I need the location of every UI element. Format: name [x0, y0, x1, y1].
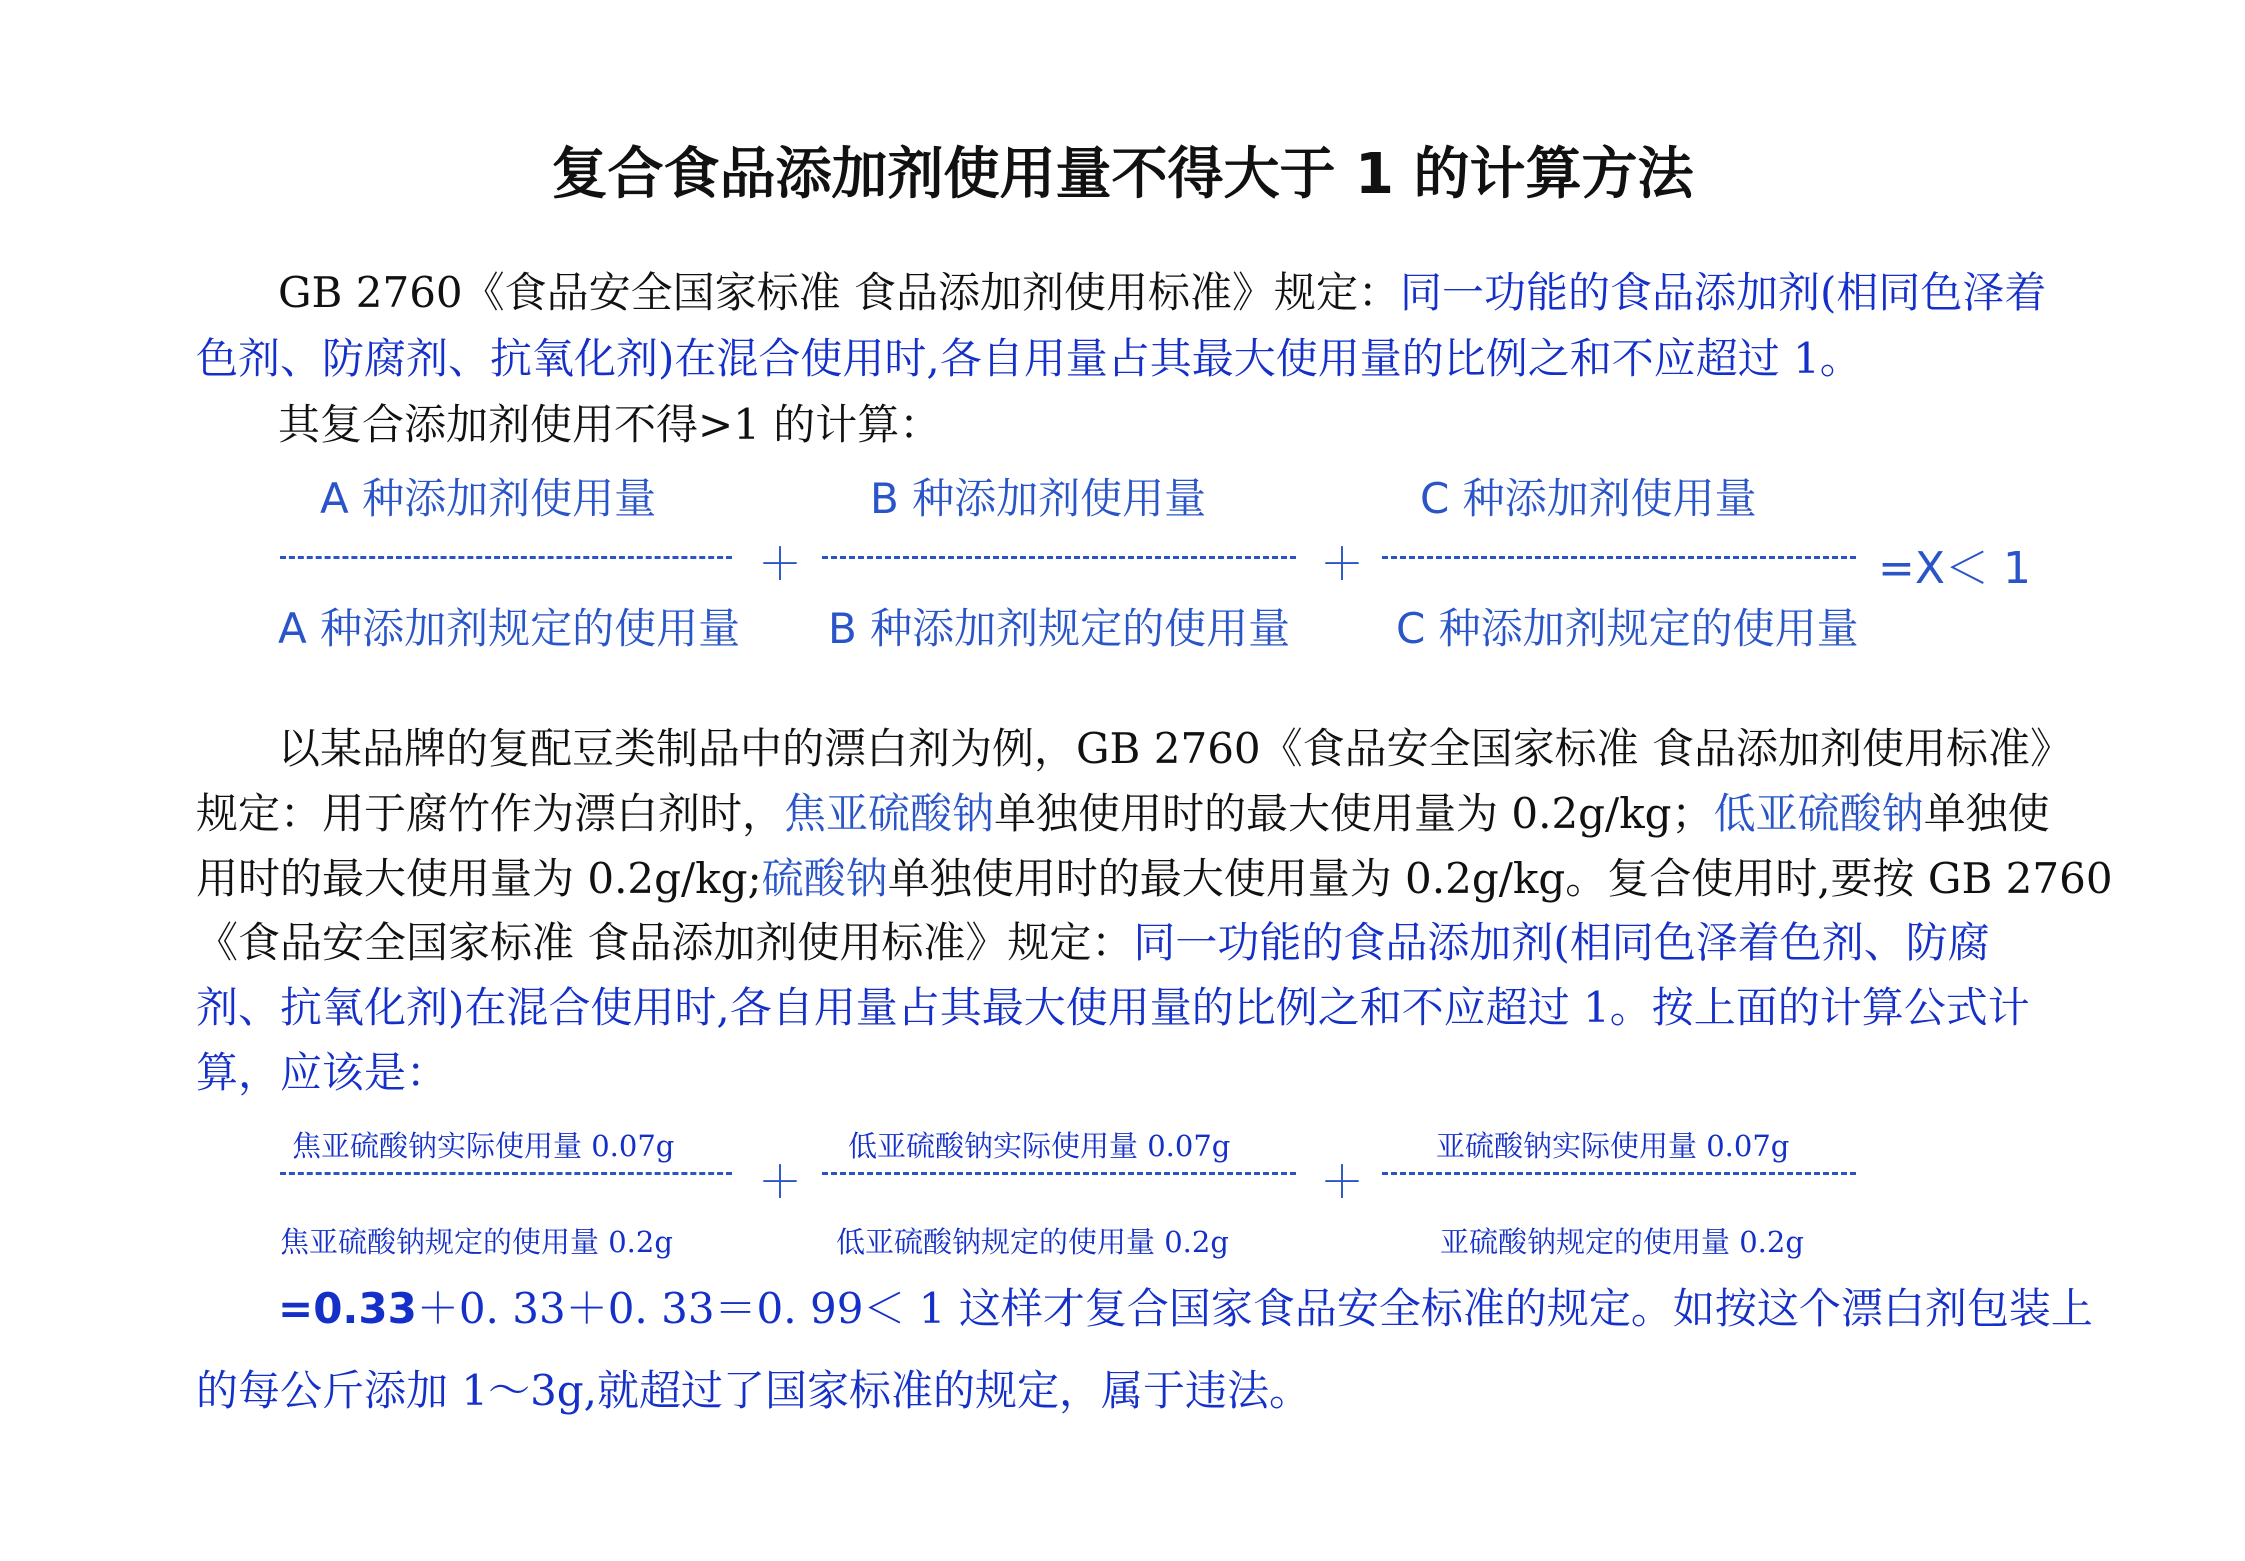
para3-line4-a: 《食品安全国家标准 食品添加剂使用标准》规定：: [196, 918, 1134, 967]
additive-sodium-hydrosulfite: 低亚硫酸钠: [1713, 789, 1924, 838]
formula1-denominator-a: A 种添加剂规定的使用量: [278, 604, 741, 653]
page-title: 复合食品添加剂使用量不得大于 1 的计算方法: [551, 142, 1694, 207]
formula1-denominator-c: C 种添加剂规定的使用量: [1396, 604, 1859, 653]
para1-line2: 色剂、防腐剂、抗氧化剂)在混合使用时,各自用量占其最大使用量的比例之和不应超过 1。: [196, 334, 1862, 383]
formula1-plus-2: ＋: [1320, 539, 1364, 590]
conclusion-sum-start: =0.33: [278, 1284, 417, 1333]
formula1-denominator-b: B 种添加剂规定的使用量: [828, 604, 1291, 653]
formula1-fraction-bar-c: [1382, 556, 1856, 559]
conclusion-line2: 的每公斤添加 1～3g,就超过了国家标准的规定，属于违法。: [196, 1366, 1312, 1415]
formula1-numerator-b: B 种添加剂使用量: [870, 474, 1207, 523]
conclusion-line1: [278, 1284, 2093, 1333]
para3-line2-c: 单独使用时的最大使用量为 0.2g/kg；: [994, 789, 1714, 838]
para3-line1: 以某品牌的复配豆类制品中的漂白剂为例，GB 2760《食品安全国家标准 食品添加剂使用标准》: [278, 724, 2073, 773]
formula2-fraction-bar-b: [822, 1172, 1296, 1175]
para2-calc-intro: 其复合添加剂使用不得>1 的计算：: [278, 400, 942, 449]
conclusion-sum-rest: ＋0. 33＋0. 33＝0. 99＜ 1 这样才复合国家食品安全标准的规定。如按这个漂白剂包装上: [416, 1284, 2093, 1333]
formula1-fraction-bar-b: [822, 556, 1296, 559]
formula2-fraction-bar-c: [1382, 1172, 1856, 1175]
formula2-denominator-c: 亚硫酸钠规定的使用量 0.2g: [1440, 1225, 1804, 1259]
formula2-denominator-a: 焦亚硫酸钠规定的使用量 0.2g: [280, 1225, 673, 1259]
para1-standard-text: GB 2760《食品安全国家标准 食品添加剂使用标准》规定：: [278, 268, 1401, 317]
para3-line4-rule: 同一功能的食品添加剂(相同色泽着色剂、防腐: [1133, 918, 1990, 967]
additive-sodium-metabisulfite: 焦亚硫酸钠: [784, 789, 995, 838]
para1-rule-text: 同一功能的食品添加剂(相同色泽着: [1400, 268, 2047, 317]
formula2-numerator-a: 焦亚硫酸钠实际使用量 0.07g: [292, 1129, 675, 1163]
formula1-numerator-c: C 种添加剂使用量: [1420, 474, 1757, 523]
para3-line3-a: 用时的最大使用量为 0.2g/kg;: [196, 854, 762, 903]
para3-line2-a: 规定：用于腐竹作为漂白剂时，: [196, 789, 785, 838]
para3-line2-e: 单独使: [1923, 789, 2050, 838]
formula1-fraction-bar-a: [280, 556, 732, 559]
formula2-numerator-c: 亚硫酸钠实际使用量 0.07g: [1436, 1129, 1790, 1163]
formula2-numerator-b: 低亚硫酸钠实际使用量 0.07g: [848, 1129, 1231, 1163]
formula2-fraction-bar-a: [280, 1172, 732, 1175]
para3-line5: 剂、抗氧化剂)在混合使用时,各自用量占其最大使用量的比例之和不应超过 1。按上面的计算公式计: [196, 983, 2030, 1032]
formula1-result: =X＜ 1: [1878, 543, 2031, 594]
para3-line6: 算，应该是：: [196, 1048, 449, 1097]
formula2-denominator-b: 低亚硫酸钠规定的使用量 0.2g: [836, 1225, 1229, 1259]
para1-line1: [278, 268, 2047, 317]
additive-sodium-sulfate: 硫酸钠: [761, 854, 888, 903]
formula1-plus-1: ＋: [758, 539, 802, 590]
para3-line3: [196, 854, 2113, 903]
para3-line2: [196, 789, 2050, 838]
para3-line4: [196, 918, 1990, 967]
formula2-plus-1: ＋: [758, 1157, 802, 1208]
formula2-plus-2: ＋: [1320, 1157, 1364, 1208]
para3-line3-c: 单独使用时的最大使用量为 0.2g/kg。复合使用时,要按 GB 2760: [887, 854, 2113, 903]
formula1-numerator-a: A 种添加剂使用量: [320, 474, 657, 523]
